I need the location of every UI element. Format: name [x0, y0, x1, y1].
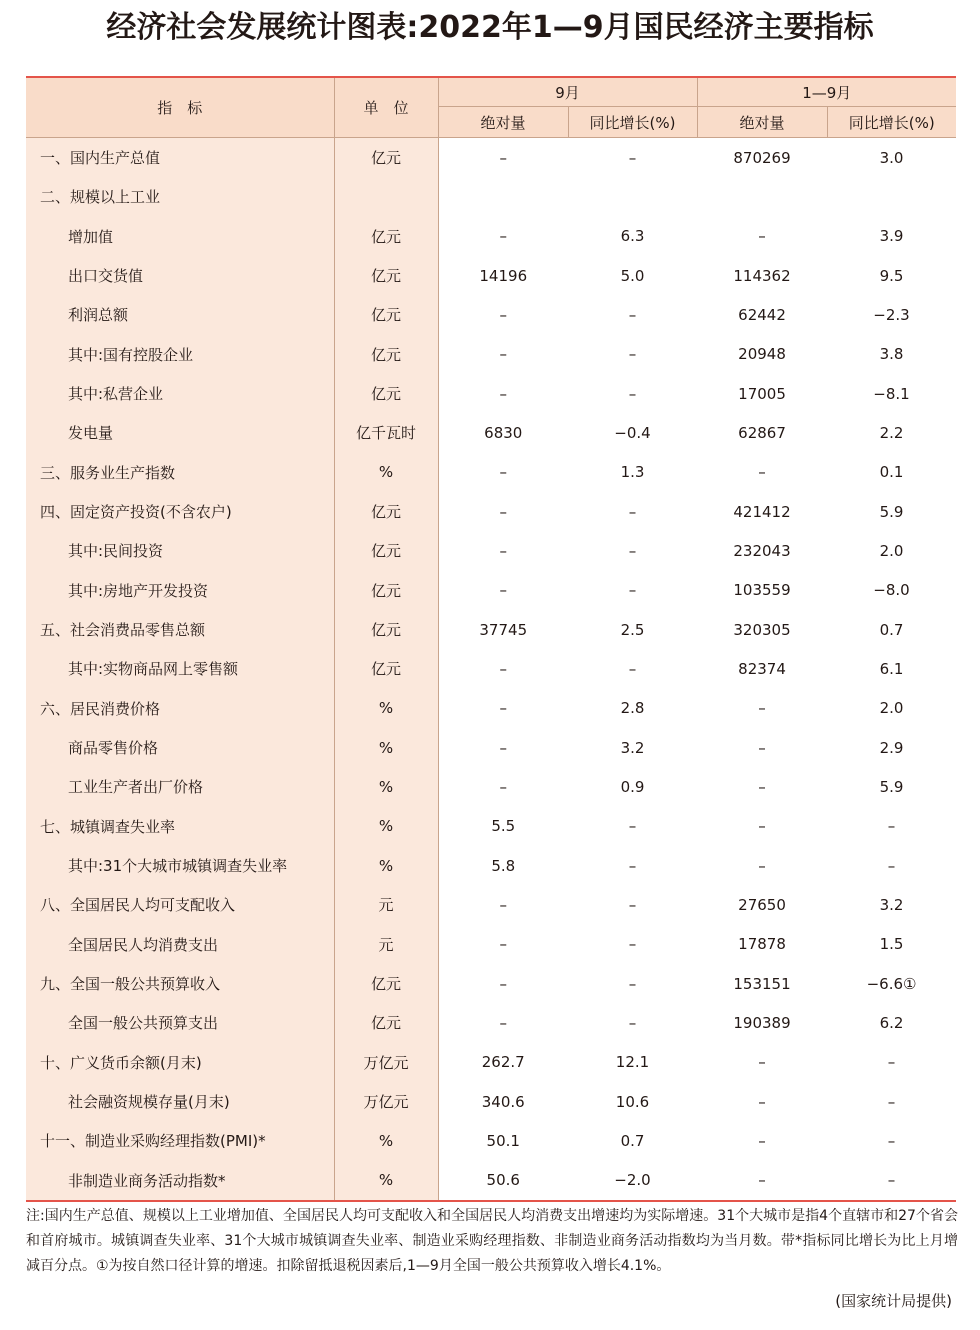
row-unit: %	[334, 689, 438, 728]
row-unit	[334, 177, 438, 216]
row-label: 七、城镇调查失业率	[26, 807, 334, 846]
ytd-absolute: –	[758, 463, 766, 482]
row-unit: 元	[334, 885, 438, 924]
ytd-yoy: 3.2	[879, 895, 904, 914]
ytd-absolute: –	[758, 738, 766, 757]
sep-absolute	[438, 177, 568, 216]
sep-yoy: –	[628, 817, 637, 836]
sep-yoy: –	[628, 581, 637, 600]
row-label: 发电量	[26, 413, 334, 452]
header-indicator: 指 标	[26, 77, 334, 138]
table-row	[26, 256, 956, 295]
sep-yoy: –	[628, 541, 637, 560]
ytd-yoy: –	[827, 1161, 956, 1201]
row-label: 社会融资规模存量(月末)	[26, 1082, 334, 1121]
row-label: 九、全国一般公共预算收入	[26, 964, 334, 1003]
sep-yoy: –	[628, 974, 637, 993]
row-unit: 亿元	[334, 492, 438, 531]
sep-yoy: –	[628, 305, 637, 324]
ytd-yoy: 0.1	[879, 463, 904, 482]
row-label: 出口交货值	[26, 256, 334, 295]
row-unit: 亿元	[334, 571, 438, 610]
row-label: 八、全国居民人均可支配收入	[26, 885, 334, 924]
header-september: 9月	[438, 77, 697, 107]
row-label: 全国一般公共预算支出	[26, 1003, 334, 1042]
table-row	[26, 885, 956, 924]
header-jan-sep: 1—9月	[697, 77, 956, 107]
sep-yoy: −0.4	[614, 423, 651, 442]
sep-absolute: –	[499, 1013, 507, 1032]
row-label: 其中:31个大城市城镇调查失业率	[26, 846, 334, 885]
sep-absolute: 50.6	[438, 1161, 568, 1201]
ytd-yoy: 9.5	[879, 266, 904, 285]
sep-absolute: –	[499, 659, 507, 678]
table-row	[26, 964, 956, 1003]
sep-yoy: 6.3	[620, 227, 645, 246]
sep-absolute: –	[499, 384, 507, 403]
ytd-absolute: –	[758, 1092, 766, 1111]
ytd-absolute: 870269	[733, 148, 791, 167]
ytd-yoy: 6.1	[879, 659, 904, 678]
header-sep-yoy: 同比增长(%)	[568, 107, 697, 138]
ytd-absolute: –	[758, 777, 766, 796]
sep-yoy: –	[628, 895, 637, 914]
row-label: 其中:国有控股企业	[26, 335, 334, 374]
ytd-absolute: 153151	[733, 974, 791, 993]
ytd-absolute: 62867	[738, 423, 786, 442]
sep-absolute: –	[499, 974, 507, 993]
row-label: 十、广义货币余额(月末)	[26, 1043, 334, 1082]
ytd-yoy: –	[887, 817, 896, 836]
sep-absolute: –	[499, 541, 507, 560]
sep-absolute: –	[499, 502, 507, 521]
table-row	[26, 374, 956, 413]
sep-yoy: –	[628, 148, 637, 167]
sep-absolute: 5.8	[491, 856, 516, 875]
ytd-yoy: 3.9	[879, 227, 904, 246]
table-row	[26, 177, 956, 216]
row-label: 非制造业商务活动指数*	[26, 1161, 334, 1201]
ytd-yoy: –	[887, 856, 896, 875]
ytd-absolute: –	[697, 1161, 827, 1201]
row-unit: 亿元	[334, 1003, 438, 1042]
table-row	[26, 492, 956, 531]
sep-absolute: 262.7	[481, 1053, 525, 1072]
ytd-absolute: –	[758, 817, 766, 836]
sep-yoy: 5.0	[620, 266, 645, 285]
table-row	[26, 138, 956, 178]
row-label: 二、规模以上工业	[26, 177, 334, 216]
row-unit: 亿元	[334, 964, 438, 1003]
ytd-yoy: −2.3	[873, 305, 910, 324]
ytd-yoy: 1.5	[879, 935, 904, 954]
sep-absolute: –	[499, 699, 507, 718]
row-unit: %	[334, 728, 438, 767]
table-row	[26, 217, 956, 256]
sep-yoy: 0.7	[620, 1131, 645, 1150]
ytd-absolute: –	[758, 1053, 766, 1072]
ytd-yoy: –	[887, 1092, 896, 1111]
row-unit: 亿千瓦时	[334, 413, 438, 452]
sep-yoy: –	[628, 659, 637, 678]
table-row	[26, 846, 956, 885]
ytd-absolute	[697, 177, 827, 216]
ytd-absolute: –	[758, 1131, 766, 1150]
sep-yoy: 1.3	[620, 463, 645, 482]
table-row	[26, 413, 956, 452]
row-label: 全国居民人均消费支出	[26, 925, 334, 964]
row-label: 六、居民消费价格	[26, 689, 334, 728]
ytd-yoy: 2.0	[879, 699, 904, 718]
table-row	[26, 807, 956, 846]
row-label: 工业生产者出厂价格	[26, 767, 334, 806]
sep-yoy: 2.8	[620, 699, 645, 718]
row-unit: 亿元	[334, 256, 438, 295]
sep-absolute: 14196	[479, 266, 528, 285]
table-row	[26, 453, 956, 492]
table-body	[26, 138, 956, 1201]
table-row	[26, 728, 956, 767]
row-label: 其中:实物商品网上零售额	[26, 649, 334, 688]
ytd-absolute: 17878	[738, 935, 786, 954]
ytd-yoy: 5.9	[879, 777, 904, 796]
header-sep-absolute: 绝对量	[438, 107, 568, 138]
sep-absolute: 50.1	[486, 1131, 520, 1150]
table-row	[26, 767, 956, 806]
table-row	[26, 1043, 956, 1082]
ytd-absolute: –	[758, 227, 766, 246]
ytd-yoy: 6.2	[879, 1013, 904, 1032]
sep-absolute: –	[499, 738, 507, 757]
indicators-table	[26, 76, 956, 1202]
row-unit: 亿元	[334, 335, 438, 374]
ytd-absolute: 82374	[738, 659, 786, 678]
table-row	[26, 610, 956, 649]
row-unit: 元	[334, 925, 438, 964]
row-label: 十一、制造业采购经理指数(PMI)*	[26, 1121, 334, 1160]
footnote: 注:国内生产总值、规模以上工业增加值、全国居民人均可支配收入和全国居民人均消费支出增速均为实际增速。31个大城市是指4个直辖市和27个省会和首府城市。城镇调查失业率、31个大城市城镇调查失业率、制造业采购经理指数、非制造业商务活动指数均为当月数。带*指标同比增长为比上月增减百分点。①为按自然口径计算的增速。扣除留抵退税因素后,1—9月全国一般公共预算收入增长4.1%。	[26, 1208, 958, 1274]
sep-yoy: –	[628, 856, 637, 875]
ytd-yoy: 3.8	[879, 345, 904, 364]
ytd-yoy: −8.1	[873, 384, 910, 403]
table-row	[26, 649, 956, 688]
table-row	[26, 1082, 956, 1121]
sep-absolute: 37745	[479, 620, 528, 639]
ytd-yoy: 2.2	[879, 423, 904, 442]
table-row	[26, 295, 956, 334]
sep-absolute: –	[499, 345, 507, 364]
row-unit: %	[334, 453, 438, 492]
ytd-absolute: 190389	[733, 1013, 791, 1032]
row-unit: %	[334, 807, 438, 846]
sep-yoy: 12.1	[615, 1053, 650, 1072]
row-unit: 亿元	[334, 295, 438, 334]
row-unit: 万亿元	[334, 1043, 438, 1082]
table-row	[26, 689, 956, 728]
row-label: 其中:房地产开发投资	[26, 571, 334, 610]
sep-yoy: 10.6	[615, 1092, 650, 1111]
ytd-yoy: 5.9	[879, 502, 904, 521]
ytd-absolute: 20948	[738, 345, 786, 364]
ytd-yoy: 2.9	[879, 738, 904, 757]
ytd-yoy: –	[887, 1131, 896, 1150]
row-label: 利润总额	[26, 295, 334, 334]
row-unit: 亿元	[334, 610, 438, 649]
sep-yoy: –	[628, 345, 637, 364]
table-row	[26, 335, 956, 374]
source-credit: (国家统计局提供)	[835, 1292, 952, 1310]
sep-absolute: –	[499, 463, 507, 482]
sep-yoy: 3.2	[620, 738, 645, 757]
row-unit: 亿元	[334, 374, 438, 413]
ytd-absolute: 114362	[733, 266, 791, 285]
sep-yoy: −2.0	[568, 1161, 697, 1201]
ytd-yoy: −8.0	[873, 581, 910, 600]
sep-absolute: 5.5	[491, 817, 516, 836]
row-label: 增加值	[26, 217, 334, 256]
ytd-absolute: 62442	[738, 305, 786, 324]
table-row	[26, 531, 956, 570]
row-unit: 亿元	[334, 649, 438, 688]
page-title: 经济社会发展统计图表:2022年1—9月国民经济主要指标	[106, 10, 874, 45]
row-unit: %	[334, 767, 438, 806]
ytd-absolute: 103559	[733, 581, 791, 600]
table-row	[26, 1161, 956, 1201]
sep-yoy: 0.9	[620, 777, 645, 796]
ytd-yoy: 2.0	[879, 541, 904, 560]
ytd-absolute: 320305	[733, 620, 791, 639]
row-unit: 万亿元	[334, 1082, 438, 1121]
table-row	[26, 1121, 956, 1160]
sep-yoy: –	[628, 1013, 637, 1032]
sep-yoy: –	[628, 502, 637, 521]
sep-absolute: –	[499, 895, 507, 914]
ytd-absolute: 421412	[733, 502, 791, 521]
row-unit: %	[334, 1121, 438, 1160]
sep-absolute: –	[499, 227, 507, 246]
sep-absolute: 340.6	[481, 1092, 525, 1111]
row-unit: 亿元	[334, 138, 438, 178]
header-unit: 单 位	[334, 77, 438, 138]
sep-absolute: –	[499, 305, 507, 324]
sep-absolute: 6830	[484, 423, 523, 442]
sep-absolute: –	[499, 581, 507, 600]
row-label: 一、国内生产总值	[26, 138, 334, 178]
ytd-yoy: −6.6①	[866, 974, 917, 993]
header-ytd-absolute: 绝对量	[697, 107, 827, 138]
row-label: 其中:民间投资	[26, 531, 334, 570]
sep-absolute: –	[499, 777, 507, 796]
ytd-absolute: 27650	[738, 895, 786, 914]
row-unit: %	[334, 846, 438, 885]
sep-yoy: 2.5	[620, 620, 645, 639]
ytd-absolute: 17005	[738, 384, 786, 403]
ytd-yoy: 3.0	[879, 148, 904, 167]
ytd-absolute: –	[758, 699, 766, 718]
row-label: 商品零售价格	[26, 728, 334, 767]
sep-yoy: –	[628, 935, 637, 954]
table-row	[26, 1003, 956, 1042]
header-ytd-yoy: 同比增长(%)	[827, 107, 956, 138]
row-label: 三、服务业生产指数	[26, 453, 334, 492]
row-label: 五、社会消费品零售总额	[26, 610, 334, 649]
sep-absolute: –	[499, 148, 507, 167]
sep-absolute: –	[499, 935, 507, 954]
table-row	[26, 571, 956, 610]
table-row	[26, 925, 956, 964]
ytd-yoy	[827, 177, 956, 216]
ytd-absolute: 232043	[733, 541, 791, 560]
ytd-absolute: –	[758, 856, 766, 875]
row-label: 四、固定资产投资(不含农户)	[26, 492, 334, 531]
row-unit: %	[334, 1161, 438, 1201]
ytd-yoy: 0.7	[879, 620, 904, 639]
ytd-yoy: –	[887, 1053, 896, 1072]
row-unit: 亿元	[334, 531, 438, 570]
row-unit: 亿元	[334, 217, 438, 256]
sep-yoy: –	[628, 384, 637, 403]
sep-yoy	[568, 177, 697, 216]
row-label: 其中:私营企业	[26, 374, 334, 413]
